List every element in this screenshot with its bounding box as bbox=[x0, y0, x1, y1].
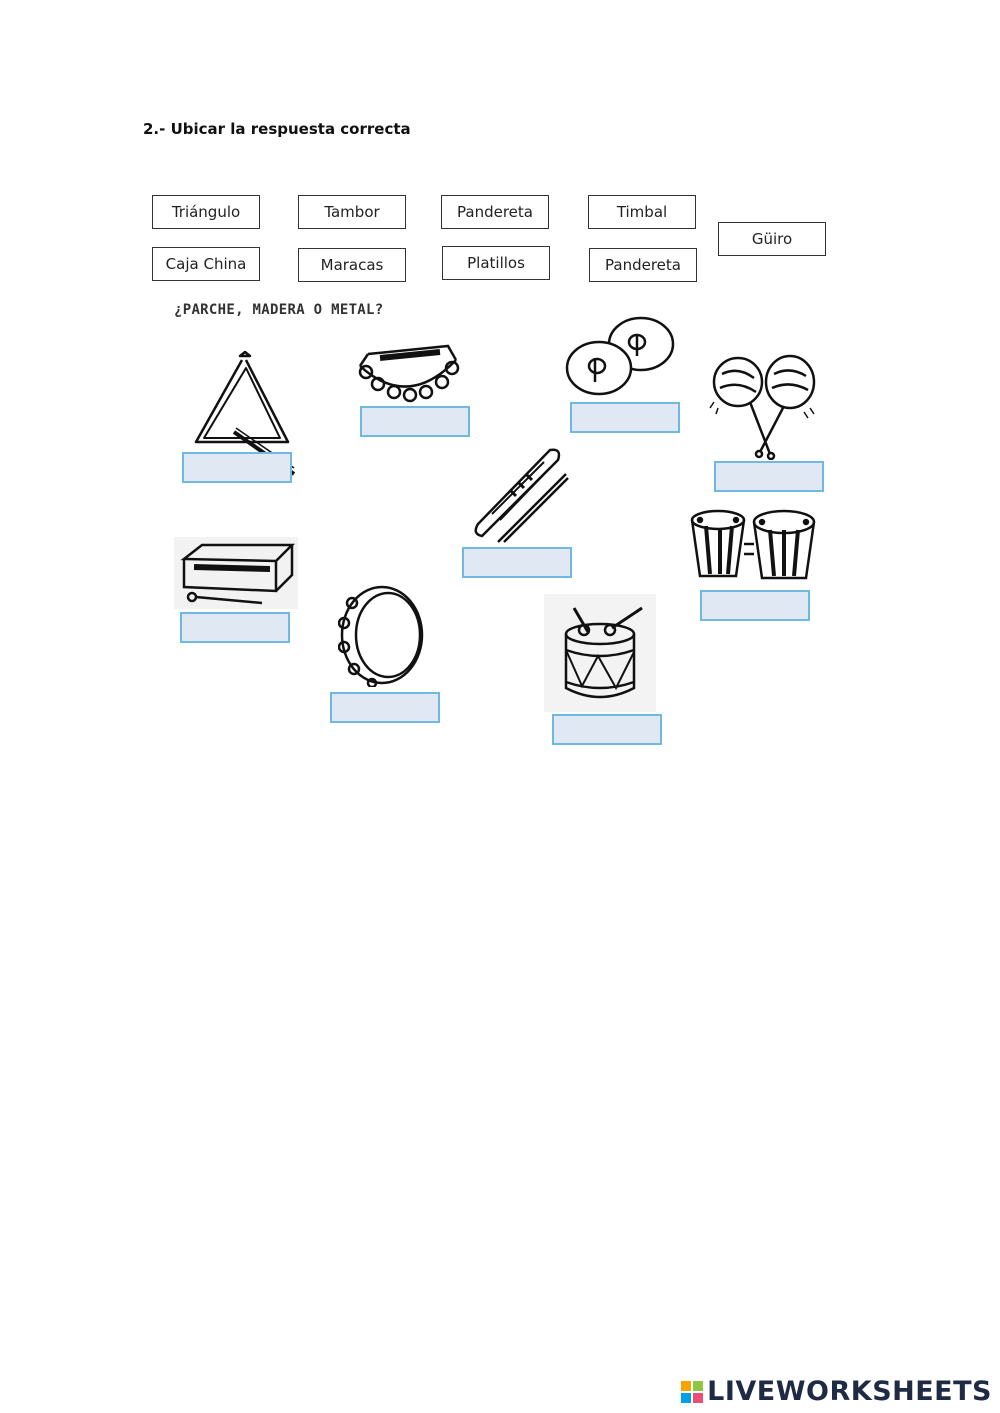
bongos-icon bbox=[690, 508, 816, 582]
question-heading: ¿PARCHE, MADERA O METAL? bbox=[174, 302, 384, 318]
logo-mark-icon bbox=[681, 1381, 703, 1403]
brand-name: LIVEWORKSHEETS bbox=[707, 1376, 992, 1407]
answer-field-guiro[interactable] bbox=[462, 547, 572, 578]
word-bank-item[interactable]: Triángulo bbox=[152, 195, 260, 229]
word-bank-item[interactable]: Güiro bbox=[718, 222, 826, 256]
word-bank-item[interactable]: Pandereta bbox=[589, 248, 697, 282]
guiro-icon bbox=[470, 444, 570, 544]
cymbals-icon bbox=[565, 312, 677, 398]
word-bank-item[interactable]: Caja China bbox=[152, 247, 260, 281]
word-bank-item[interactable]: Tambor bbox=[298, 195, 406, 229]
maracas-icon bbox=[708, 352, 818, 460]
answer-field-bongos[interactable] bbox=[700, 590, 810, 621]
answer-field-half-moon-tambourine[interactable] bbox=[360, 406, 470, 437]
answer-field-maracas[interactable] bbox=[714, 461, 824, 492]
answer-field-triangle[interactable] bbox=[182, 452, 292, 483]
word-bank-item[interactable]: Pandereta bbox=[441, 195, 549, 229]
word-bank-item[interactable]: Maracas bbox=[298, 248, 406, 282]
word-bank-item[interactable]: Timbal bbox=[588, 195, 696, 229]
worksheet-title: 2.- Ubicar la respuesta correcta bbox=[143, 120, 411, 138]
tambourine-icon bbox=[338, 583, 426, 687]
answer-field-drum[interactable] bbox=[552, 714, 662, 745]
answer-field-tambourine[interactable] bbox=[330, 692, 440, 723]
wood-block-icon bbox=[174, 537, 298, 609]
half-moon-tambourine-icon bbox=[352, 338, 464, 408]
answer-field-wood-block[interactable] bbox=[180, 612, 290, 643]
answer-field-cymbals[interactable] bbox=[570, 402, 680, 433]
liveworksheets-logo bbox=[681, 1376, 992, 1407]
drum-icon bbox=[544, 594, 656, 712]
word-bank-item[interactable]: Platillos bbox=[442, 246, 550, 280]
